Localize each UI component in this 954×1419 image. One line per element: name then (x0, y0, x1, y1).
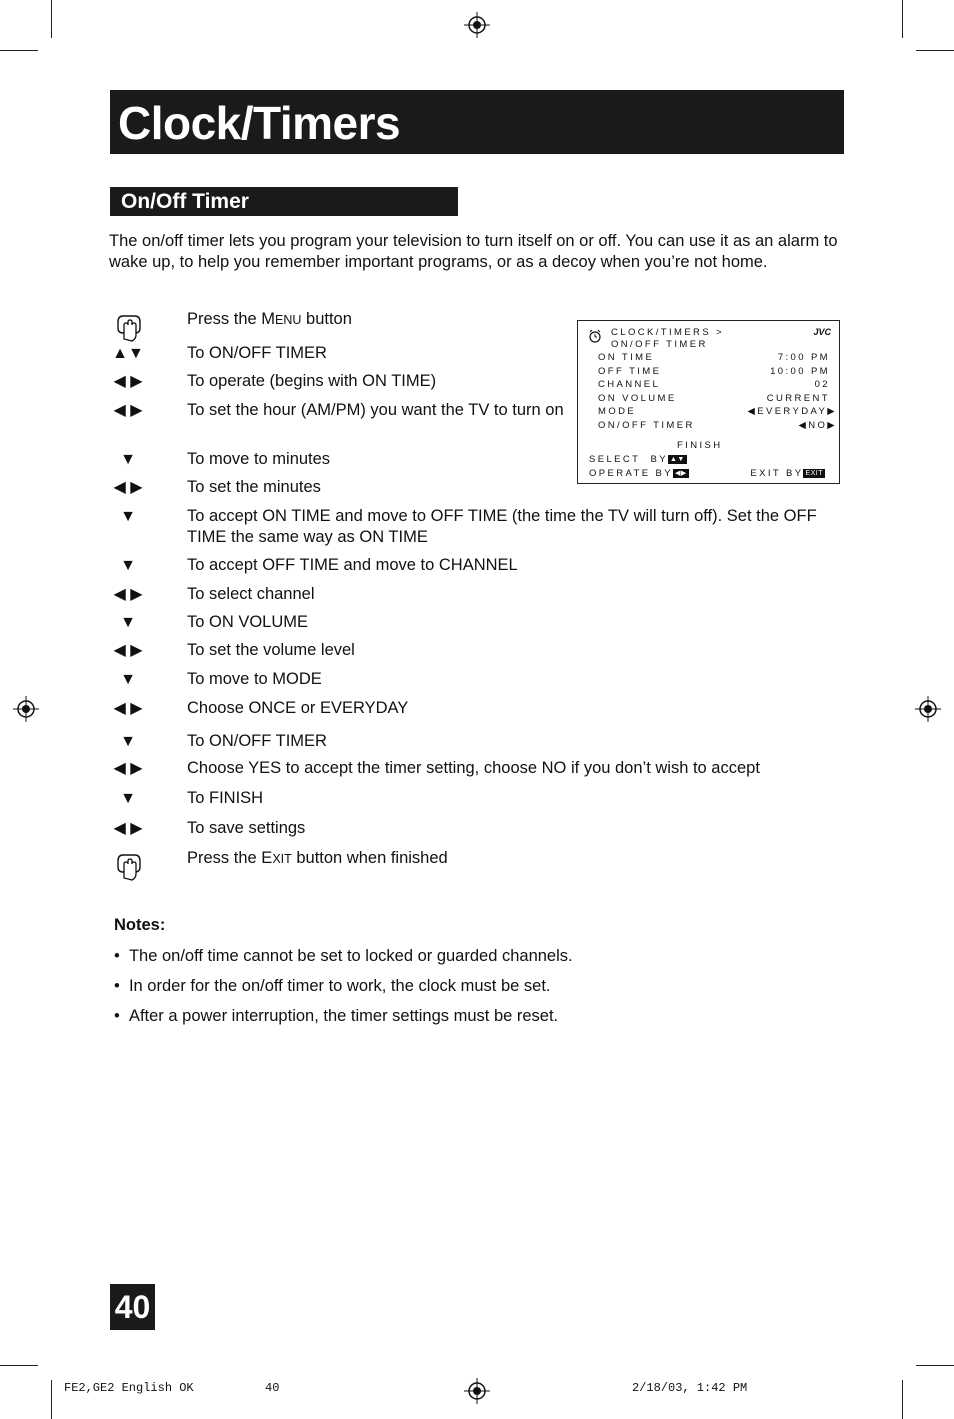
step-text: Choose ONCE or EVERYDAY (187, 699, 409, 717)
step-text: To operate (begins with ON TIME) (187, 372, 437, 390)
crop-mark (916, 50, 954, 51)
page-title: Clock/Timers (118, 97, 401, 149)
step-text: To accept OFF TIME and move to CHANNEL (187, 556, 518, 574)
down-arrow-icon: ▼ (120, 733, 136, 750)
osd-breadcrumb: CLOCK/TIMERS > (611, 327, 725, 338)
osd-menu-screen (577, 320, 840, 484)
crop-mark (51, 0, 52, 38)
step-text: To move to minutes (187, 450, 331, 468)
section-title: On/Off Timer (121, 190, 249, 213)
up-down-key-icon: ▲▼ (669, 456, 685, 463)
up-down-arrows-icon: ▲▼ (112, 345, 144, 362)
osd-row-value: 10:00 PM (770, 365, 830, 377)
down-arrow-icon: ▼ (120, 671, 136, 688)
down-arrow-icon: ▼ (120, 451, 136, 468)
registration-mark-icon (464, 1378, 490, 1404)
left-right-arrows-icon: ◀ ▶ (113, 760, 143, 777)
down-arrow-icon: ▼ (120, 557, 136, 574)
note-item: • The on/off time cannot be set to locked or guarded channels. (114, 947, 573, 965)
notes-heading: Notes: (114, 916, 166, 934)
step-text: Choose YES to accept the timer setting, choose NO if you don’t wish to accept (187, 759, 760, 777)
registration-mark-icon (464, 12, 490, 38)
osd-select: SELECT BY ▲▼ (589, 454, 685, 465)
left-right-arrows-icon: ◀ ▶ (113, 700, 143, 717)
step-text: To FINISH (187, 789, 264, 807)
osd-row-value: CURRENT (766, 392, 830, 404)
footer-page: 40 (265, 1381, 280, 1395)
step-text: To accept ON TIME and move to OFF TIME (the time the TV will turn off). Set the OFF TIME the same way as ON TIME (187, 507, 817, 546)
crop-mark (0, 1365, 38, 1366)
osd-row-value: 7:00 PM (777, 352, 830, 363)
step-text: Press the MENU button (187, 310, 352, 328)
left-right-arrows-icon: ◀ ▶ (113, 820, 143, 837)
down-arrow-icon: ▼ (120, 508, 136, 525)
alarm-clock-icon (588, 329, 602, 343)
step-text: Press the EXIT button when finished (187, 849, 448, 867)
osd-operate: OPERATE BY ◀▶ (589, 468, 687, 479)
footer-date: 2/18/03, 1:42 PM (632, 1381, 748, 1395)
bullet-icon: • (114, 977, 129, 995)
step-text: To select channel (187, 585, 315, 603)
crop-mark (902, 1380, 903, 1419)
bullet-icon: • (114, 1007, 129, 1025)
osd-subtitle: ON/OFF TIMER (611, 339, 708, 350)
hand-button-icon (112, 848, 146, 882)
left-right-key-icon: ◀▶ (675, 470, 687, 477)
left-right-arrows-icon: ◀ ▶ (113, 586, 143, 603)
osd-row-value: 02 (814, 379, 830, 391)
jvc-logo: JVC (813, 327, 831, 337)
hand-button-icon (112, 309, 146, 343)
footer-file: FE2,GE2 English OK (64, 1381, 194, 1395)
step-text: To set the hour (AM/PM) you want the TV to turn on (187, 401, 564, 419)
step-text: To set the volume level (187, 641, 355, 659)
crop-mark (0, 50, 38, 51)
left-right-arrows-icon: ◀ ▶ (113, 373, 143, 390)
down-arrow-icon: ▼ (120, 614, 136, 631)
bullet-icon: • (114, 947, 129, 965)
step-text: To set the minutes (187, 478, 321, 496)
exit-key-icon: EXIT (805, 470, 823, 477)
crop-mark (902, 0, 903, 38)
osd-row-label: ON TIME (598, 352, 655, 363)
osd-finish: FINISH (677, 440, 723, 451)
registration-mark-icon (915, 696, 941, 722)
intro-paragraph: The on/off timer lets you program your television to turn itself on or off. You can use it as an alarm to wake up, to help you remember important programs, or as a decoy when you’re not home. (109, 232, 838, 271)
osd-row-label: OFF TIME (598, 365, 662, 377)
note-item: • In order for the on/off timer to work, the clock must be set. (114, 977, 551, 995)
crop-mark (51, 1380, 52, 1419)
step-text: To ON/OFF TIMER (187, 344, 327, 362)
osd-row-label: ON VOLUME (598, 392, 677, 404)
osd-exit: EXIT BY EXIT (750, 468, 823, 479)
step-text: To move to MODE (187, 670, 322, 688)
page-number: 40 (110, 1284, 155, 1330)
note-item: • After a power interruption, the timer settings must be reset. (114, 1007, 559, 1025)
step-text: To save settings (187, 819, 306, 837)
osd-row-label: CHANNEL (598, 379, 661, 391)
left-right-arrows-icon: ◀ ▶ (113, 402, 143, 419)
left-right-arrows-icon: ◀ ▶ (113, 479, 143, 496)
osd-row-label: ON/OFF TIMER (598, 420, 695, 431)
step-text: To ON/OFF TIMER (187, 732, 327, 750)
left-right-arrows-icon: ◀ ▶ (113, 642, 143, 659)
registration-mark-icon (13, 696, 39, 722)
down-arrow-icon: ▼ (120, 790, 136, 807)
osd-row-value: ◀NO▶ (798, 420, 837, 431)
title-banner (110, 90, 844, 154)
osd-row-label: MODE (598, 406, 637, 418)
crop-mark (916, 1365, 954, 1366)
osd-row-value: ◀EVERYDAY▶ (747, 406, 837, 418)
step-text: To ON VOLUME (187, 613, 309, 631)
section-banner (110, 187, 458, 216)
